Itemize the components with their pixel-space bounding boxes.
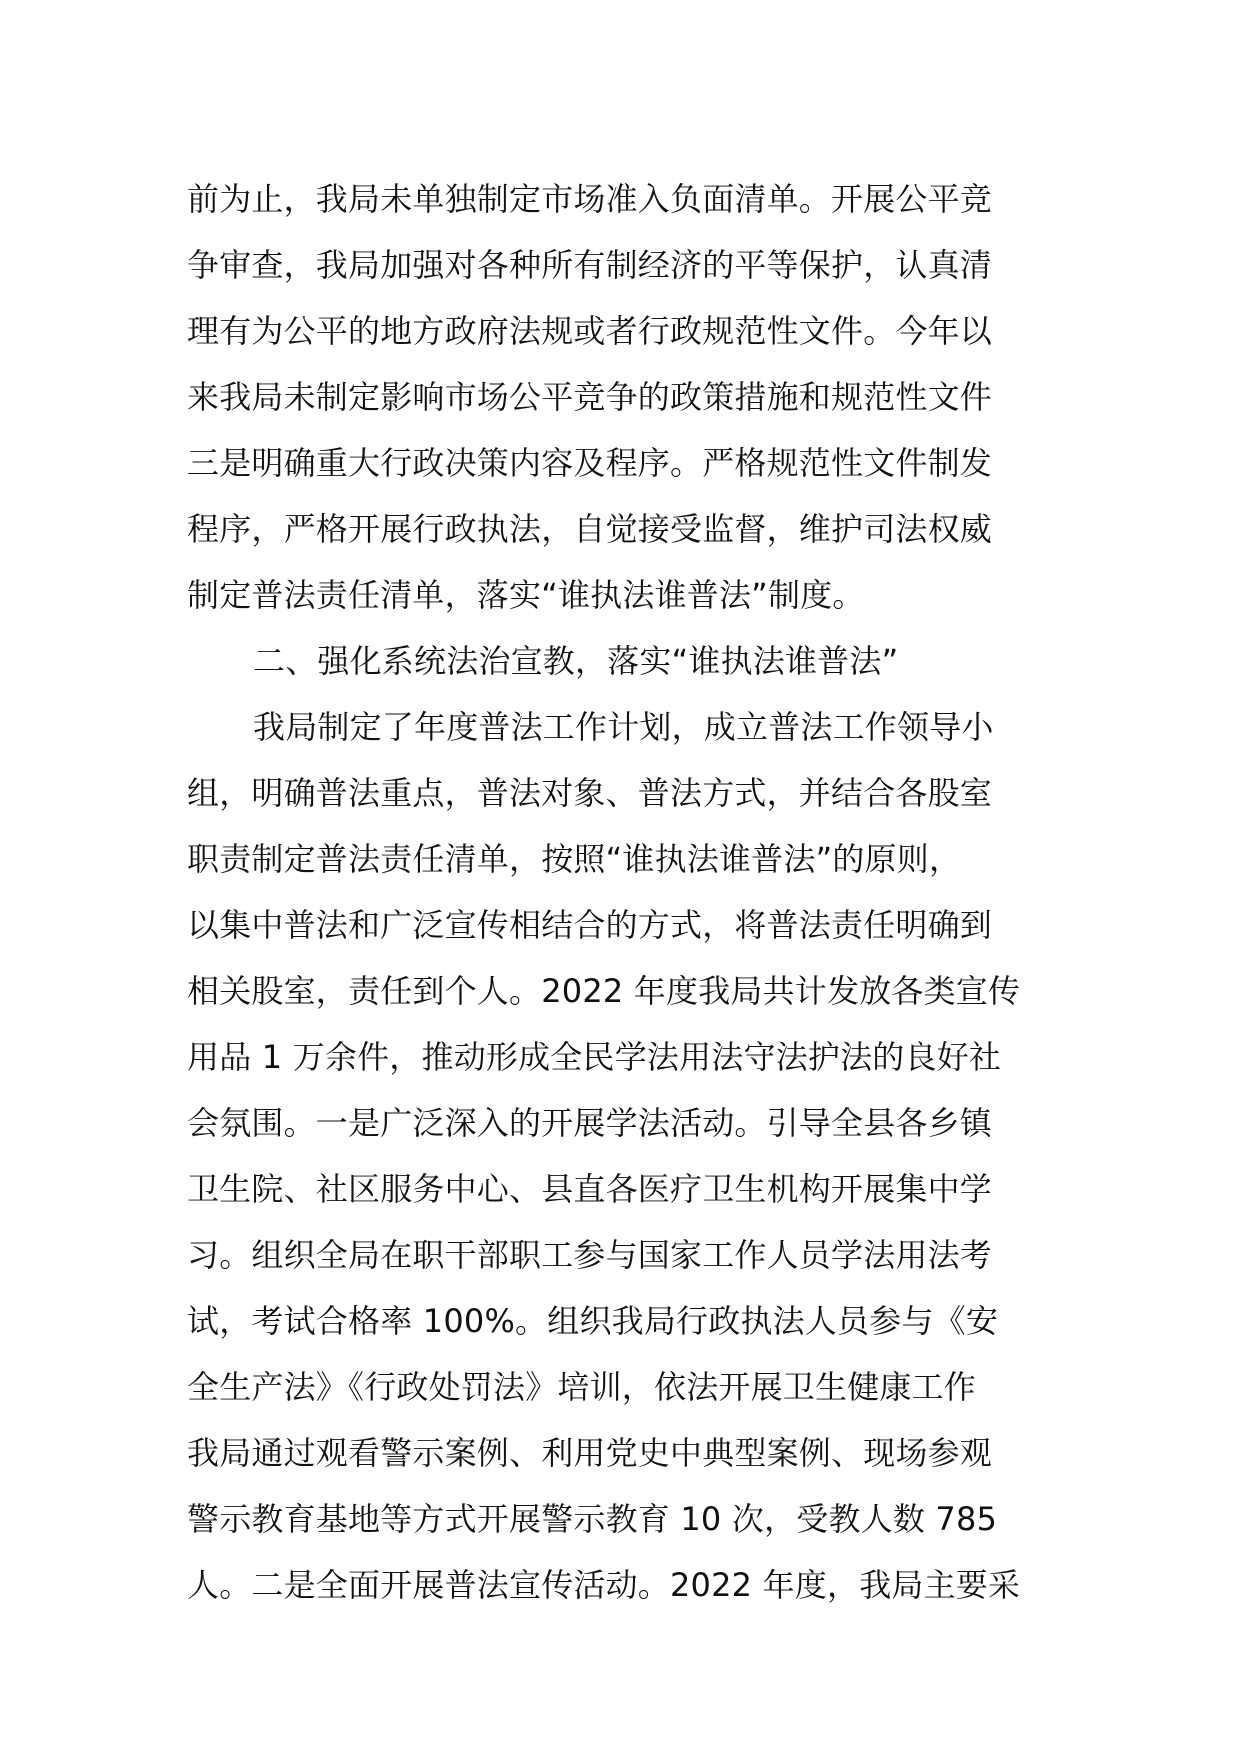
paragraph-line: 职责制定普法责任清单，按照“谁执法谁普法”的原则， bbox=[187, 840, 962, 878]
paragraph-line: 卫生院、社区服务中心、县直各医疗卫生机构开展集中学 bbox=[187, 1170, 993, 1208]
paragraph-line: 以集中普法和广泛宣传相结合的方式，将普法责任明确到 bbox=[187, 906, 993, 944]
paragraph-line: 前为止，我局未单独制定市场准入负面清单。开展公平竞 bbox=[187, 180, 993, 218]
paragraph-line: 习。组织全局在职干部职工参与国家工作人员学法用法考 bbox=[187, 1236, 993, 1274]
paragraph-line: 程序，严格开展行政执法，自觉接受监督，维护司法权威 bbox=[187, 510, 993, 548]
paragraph-line: 人。二是全面开展普法宣传活动。2022 年度，我局主要采 bbox=[187, 1566, 1021, 1604]
paragraph-line: 争审查，我局加强对各种所有制经济的平等保护，认真清 bbox=[187, 246, 993, 284]
paragraph-line: 会氛围。一是广泛深入的开展学法活动。引导全县各乡镇 bbox=[187, 1104, 993, 1142]
paragraph-line: 警示教育基地等方式开展警示教育 10 次，受教人数 785 bbox=[187, 1500, 998, 1538]
paragraph-line: 用品 1 万余件，推动形成全民学法用法守法护法的良好社 bbox=[187, 1038, 1002, 1076]
paragraph-line: 理有为公平的地方政府法规或者行政规范性文件。今年以 bbox=[187, 312, 993, 350]
paragraph-line: 组，明确普法重点，普法对象、普法方式，并结合各股室 bbox=[187, 774, 993, 812]
paragraph-line: 制定普法责任清单，落实“谁执法谁普法”制度。 bbox=[187, 576, 865, 614]
paragraph-line: 来我局未制定影响市场公平竞争的政策措施和规范性文件 bbox=[187, 378, 993, 416]
document-body bbox=[187, 166, 1057, 1618]
paragraph-line: 试，考试合格率 100%。组织我局行政执法人员参与《安 bbox=[187, 1302, 999, 1340]
paragraph-line: 三是明确重大行政决策内容及程序。严格规范性文件制发 bbox=[187, 444, 993, 482]
paragraph-line: 我局通过观看警示案例、利用党史中典型案例、现场参观 bbox=[187, 1434, 993, 1472]
paragraph-line: 全生产法》《行政处罚法》培训，依法开展卫生健康工作 bbox=[187, 1368, 977, 1406]
paragraph-line: 相关股室，责任到个人。2022 年度我局共计发放各类宣传 bbox=[187, 972, 1021, 1010]
paragraph-line: 我局制定了年度普法工作计划，成立普法工作领导小 bbox=[253, 708, 994, 746]
section-heading: 二、强化系统法治宣教，落实“谁执法谁普法” bbox=[253, 642, 899, 680]
